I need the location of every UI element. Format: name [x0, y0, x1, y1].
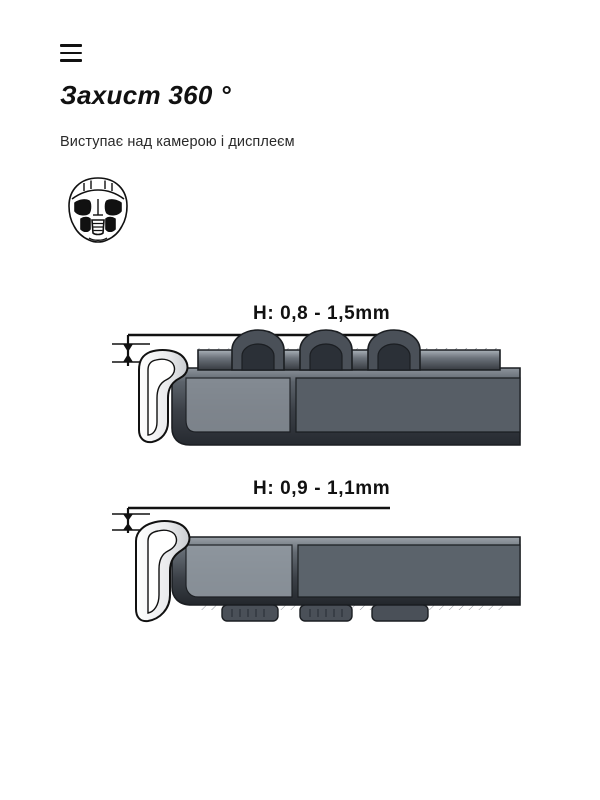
hamburger-bar-1 [60, 44, 82, 47]
hamburger-menu-icon[interactable] [60, 44, 82, 62]
stormtrooper-helmet-icon [58, 175, 138, 247]
hamburger-bar-3 [60, 59, 82, 62]
bottom-dimension-label: H: 0,9 - 1,1mm [253, 478, 391, 499]
page-title: Захист 360 ° [60, 80, 231, 110]
top-dimension-label: H: 0,8 - 1,5mm [253, 303, 391, 324]
protection-diagram [0, 270, 600, 690]
page-subtitle: Виступає над камерою і дисплеєм [60, 134, 295, 150]
hamburger-bar-2 [60, 52, 82, 55]
